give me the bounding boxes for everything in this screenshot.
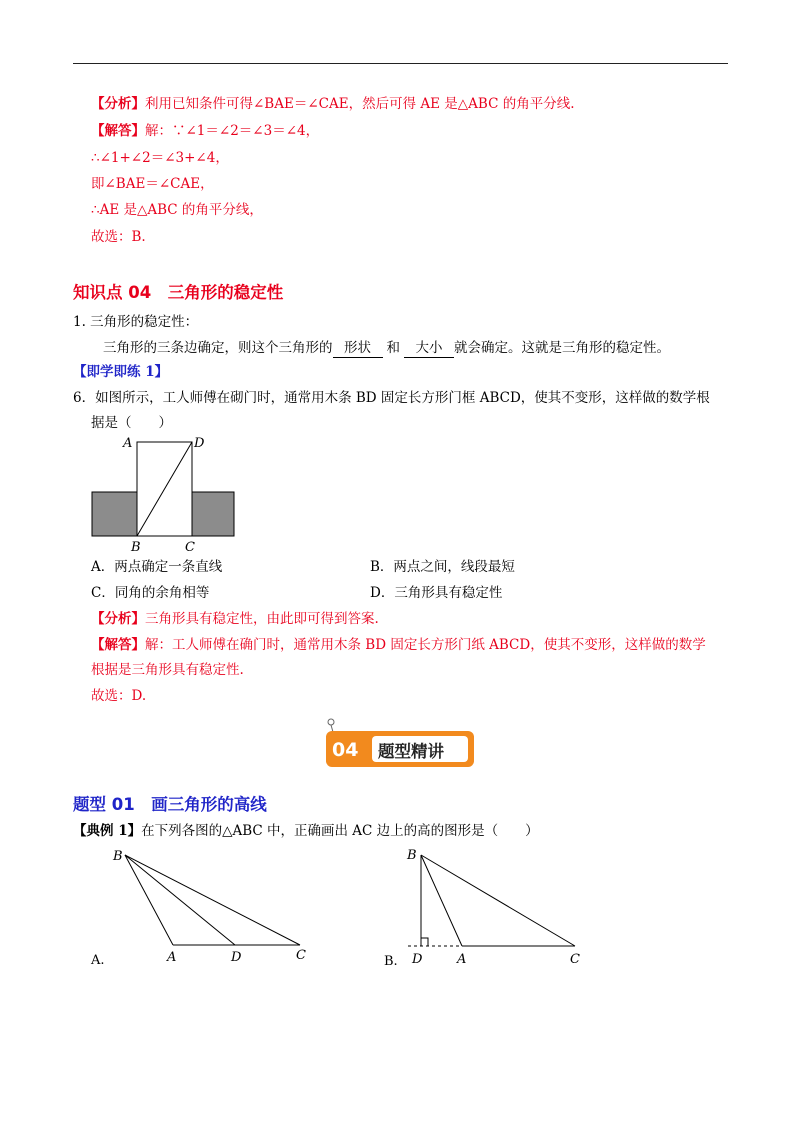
svg-text:C: C	[296, 948, 306, 963]
label-b: B	[131, 540, 141, 555]
analysis-6: 【分析】三角形具有稳定性，由此即可得到答案.	[91, 611, 379, 627]
option-d[interactable]: D．三角形具有稳定性	[370, 585, 503, 601]
option-b[interactable]: B．两点之间，线段最短	[370, 559, 515, 575]
question-6: 6．如图所示，工人师傅在砌门时，通常用木条 BD 固定长方形门框 ABCD，使其不变形，这样做的数学根	[73, 390, 710, 406]
answer-line: ∴∠1+∠2＝∠3+∠4，	[91, 150, 229, 166]
svg-text:D: D	[231, 950, 242, 965]
example-1: 【典例 1】在下列各图的△ABC 中，正确画出 AC 边上的高的图形是（ ）	[73, 823, 539, 839]
blank-shape: 形状	[333, 339, 383, 358]
choice-6: 故选：D.	[91, 688, 147, 704]
label-a: A	[123, 436, 133, 451]
wall-left	[92, 492, 137, 536]
answer-1	[91, 122, 319, 140]
analysis-1	[91, 95, 574, 113]
answer-tag: 【解答】	[91, 123, 145, 139]
banner-number: 04	[332, 739, 359, 761]
option-label-a[interactable]: A.	[91, 953, 105, 968]
svg-text:D: D	[412, 952, 423, 967]
analysis-tag: 【分析】	[91, 96, 145, 112]
option-c[interactable]: C．同角的余角相等	[91, 585, 210, 601]
svg-text:B: B	[407, 848, 417, 863]
door-frame-figure	[85, 430, 245, 555]
answer-6-cont: 根据是三角形具有稳定性.	[91, 662, 244, 678]
svg-text:A: A	[167, 950, 177, 965]
question-6-cont: 据是（ ）	[91, 415, 172, 431]
banner-label: 题型精讲	[378, 742, 444, 761]
label-c: C	[185, 540, 195, 555]
answer-line: ∴AE 是△ABC 的角平分线，	[91, 202, 263, 218]
practice-tag: 【即学即练 1】	[73, 364, 169, 380]
svg-text:A: A	[457, 952, 467, 967]
stability-definition: 三角形的三条边确定，则这个三角形的 形状 和 大小 就会确定。这就是三角形的稳定性。	[103, 340, 670, 356]
answer-line: 即∠BAE＝∠CAE，	[91, 176, 214, 192]
section-title: 知识点 04 三角形的稳定性	[73, 283, 284, 302]
figure-b	[378, 842, 598, 972]
header-rule	[73, 63, 728, 64]
example-tag: 【典例 1】	[73, 823, 142, 839]
svg-text:C: C	[570, 952, 580, 967]
option-label-b[interactable]: B.	[384, 954, 398, 969]
section-item: 1. 三角形的稳定性：	[73, 314, 199, 330]
answer-line: 解：∵∠1＝∠2＝∠3＝∠4，	[145, 123, 320, 139]
option-a[interactable]: A．两点确定一条直线	[91, 559, 223, 575]
type-title: 题型 01 画三角形的高线	[73, 795, 267, 814]
answer-6: 【解答】解：工人师傅在确门时，通常用木条 BD 固定长方形门纸 ABCD，使其不变形，这样做的数学	[91, 637, 706, 653]
wall-right	[192, 492, 234, 536]
analysis-text: 利用已知条件可得∠BAE＝∠CAE，然后可得 AE 是△ABC 的角平分线.	[145, 96, 575, 112]
svg-text:B: B	[113, 849, 123, 864]
figure-a	[85, 842, 325, 972]
answer-line: 故选：B.	[91, 229, 146, 245]
blank-size: 大小	[404, 339, 454, 358]
section-banner	[326, 725, 474, 767]
label-d: D	[194, 436, 205, 451]
